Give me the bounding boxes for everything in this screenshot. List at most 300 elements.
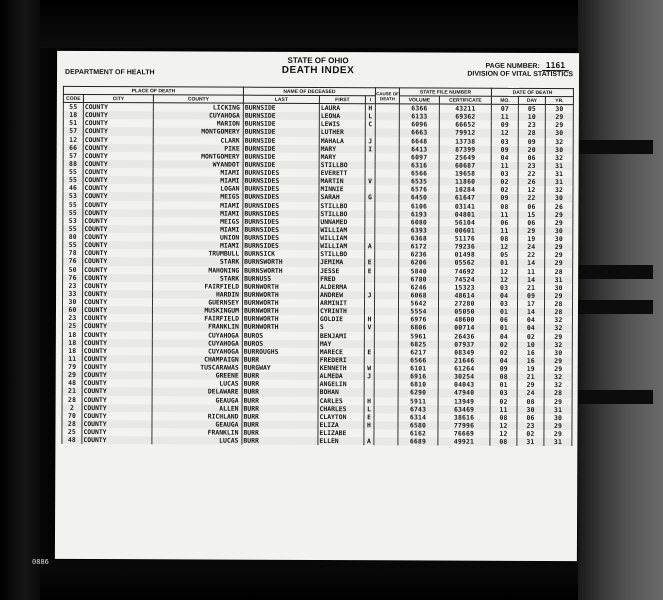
first-name-cell: STILLBO: [319, 202, 365, 210]
month-cell: 12: [491, 243, 518, 251]
volume-cell: 6743: [398, 405, 438, 413]
volume-cell: 6316: [399, 161, 439, 169]
county-cell: CUYAHOGA: [153, 111, 243, 120]
certificate-cell: 10284: [439, 186, 491, 194]
volume-cell: 6648: [399, 137, 439, 145]
initial-cell: A: [364, 437, 374, 445]
page-number: [485, 61, 569, 70]
first-name-cell: CYRINTH: [318, 307, 364, 315]
volume-cell: 6368: [399, 234, 439, 242]
day-cell: 16: [517, 357, 544, 365]
day-cell: 16: [517, 349, 544, 357]
volume-header: VOLUME: [399, 96, 439, 104]
code-cell: 29: [62, 371, 82, 379]
last-name-cell: BURNWORTH: [243, 282, 319, 290]
first-name-cell: UNNAMED: [319, 218, 365, 226]
county-cell: MEIGS: [153, 217, 243, 226]
year-cell: 31: [545, 170, 573, 178]
county-cell: MONTGOMERY: [153, 152, 243, 161]
code-cell: 78: [63, 249, 83, 257]
year-cell: 30: [545, 235, 573, 243]
month-header: MO.: [491, 96, 518, 104]
county-cell: LUCAS: [152, 436, 242, 445]
initial-cell: E: [365, 259, 375, 267]
certificate-cell: 25649: [439, 153, 491, 161]
volume-cell: 6916: [398, 372, 438, 380]
first-name-cell: ALDERMA: [319, 283, 365, 291]
year-cell: 28: [545, 308, 573, 316]
city-cell: COUNTY: [82, 387, 152, 395]
month-cell: 06: [491, 219, 518, 227]
initial-cell: [364, 356, 374, 364]
first-name-cell: MARY: [319, 153, 365, 161]
first-name-cell: ALMEDA: [318, 372, 364, 380]
last-name-cell: BURR: [242, 396, 318, 404]
volume-cell: 5642: [399, 299, 439, 307]
initial-cell: [364, 340, 374, 348]
volume-cell: 6101: [398, 364, 438, 372]
month-cell: 09: [491, 121, 518, 129]
month-cell: 02: [491, 178, 518, 186]
code-cell: 2: [62, 404, 82, 412]
initial-cell: [365, 218, 375, 226]
last-name-cell: BURNSIDE: [243, 103, 319, 112]
page-title: DEATH INDEX: [281, 64, 355, 77]
last-name-cell: BURR: [242, 388, 318, 396]
month-cell: 07: [491, 104, 518, 113]
month-cell: 12: [491, 275, 518, 283]
cause-cell: [375, 259, 399, 267]
day-cell: 23: [517, 422, 544, 430]
certificate-cell: 21646: [438, 356, 490, 364]
cause-cell: [375, 121, 399, 129]
city-cell: COUNTY: [82, 395, 152, 403]
cause-cell: [375, 112, 399, 120]
city-cell: COUNTY: [82, 330, 152, 338]
city-cell: COUNTY: [82, 404, 152, 412]
volume-cell: 6068: [399, 291, 439, 299]
cause-cell: [375, 145, 399, 153]
code-header: CODE: [63, 94, 83, 102]
first-name-cell: GOLDIE: [318, 315, 364, 323]
volume-cell: 6566: [398, 356, 438, 364]
code-cell: 48: [62, 379, 82, 387]
city-cell: COUNTY: [82, 339, 152, 347]
county-cell: FAIRFIELD: [152, 315, 242, 324]
year-cell: 29: [545, 211, 573, 219]
last-name-cell: BURR: [242, 421, 318, 429]
year-cell: 28: [545, 267, 573, 275]
cause-cell: [375, 234, 399, 242]
initial-cell: [364, 389, 374, 397]
year-cell: 29: [545, 243, 573, 251]
volume-cell: 6217: [398, 348, 438, 356]
code-cell: 53: [63, 217, 83, 225]
initial-cell: L: [365, 112, 375, 120]
cause-cell: [375, 283, 399, 291]
day-cell: 14: [518, 308, 545, 316]
city-cell: COUNTY: [82, 363, 152, 371]
city-cell: COUNTY: [83, 290, 153, 298]
volume-cell: 6172: [399, 242, 439, 250]
last-name-cell: BURNSIDES: [243, 185, 319, 193]
cause-cell: [374, 307, 398, 315]
county-cell: LUCAS: [152, 380, 242, 389]
state-label: STATE OF OHIO: [287, 55, 349, 66]
month-cell: 02: [490, 349, 517, 357]
day-cell: 22: [518, 170, 545, 178]
year-cell: 30: [545, 129, 573, 137]
page-header: [57, 51, 579, 85]
last-name-cell: BURNSWORTH: [243, 258, 319, 266]
city-cell: COUNTY: [82, 420, 152, 428]
county-cell: MIAMI: [153, 209, 243, 218]
county-cell: FRANKLIN: [152, 428, 242, 437]
code-cell: 55: [63, 241, 83, 249]
volume-cell: 6193: [399, 210, 439, 218]
city-cell: COUNTY: [83, 282, 153, 290]
group-place-header: PLACE OF DEATH: [63, 86, 243, 95]
month-cell: 09: [490, 365, 517, 373]
cause-header: CAUSE OF DEATH: [375, 88, 399, 104]
certificate-cell: 08349: [438, 348, 490, 356]
last-name-cell: BURNSIDES: [243, 193, 319, 201]
certificate-cell: 00714: [438, 324, 490, 332]
initial-cell: [365, 283, 375, 291]
death-index-page: [55, 51, 579, 561]
volume-cell: 6162: [398, 429, 438, 437]
city-cell: COUNTY: [83, 127, 153, 135]
film-border-left: [0, 0, 40, 600]
month-cell: 02: [491, 186, 518, 194]
day-cell: 14: [518, 259, 545, 267]
initial-cell: [365, 129, 375, 137]
city-cell: COUNTY: [82, 306, 152, 314]
city-cell: COUNTY: [83, 152, 153, 160]
initial-cell: J: [365, 291, 375, 299]
code-cell: 18: [62, 339, 82, 347]
day-cell: 17: [518, 300, 545, 308]
month-cell: 11: [491, 227, 518, 235]
day-cell: 06: [517, 414, 544, 422]
month-cell: 04: [490, 357, 517, 365]
cause-cell: [374, 381, 398, 389]
first-name-cell: JESSE: [319, 267, 365, 275]
month-cell: 11: [490, 405, 517, 413]
last-name-cell: BURNSIDE: [243, 128, 319, 136]
initial-cell: E: [365, 267, 375, 275]
year-cell: 31: [545, 178, 573, 186]
cause-cell: [374, 364, 398, 372]
volume-cell: 6825: [398, 340, 438, 348]
first-name-cell: MARTIN: [319, 177, 365, 185]
certificate-cell: 79236: [439, 243, 491, 251]
county-cell: ALLEN: [152, 404, 242, 413]
county-cell: MIAMI: [153, 225, 243, 234]
city-cell: COUNTY: [83, 225, 153, 233]
certificate-cell: 60687: [439, 161, 491, 169]
last-name-cell: BURR: [242, 356, 318, 364]
city-cell: COUNTY: [83, 160, 153, 168]
code-cell: 23: [63, 282, 83, 290]
county-cell: MONTGOMERY: [153, 128, 243, 137]
county-cell: MIAMI: [153, 201, 243, 210]
cause-cell: [375, 186, 399, 194]
volume-cell: 6206: [399, 259, 439, 267]
cause-cell: [374, 437, 398, 445]
year-cell: 29: [544, 422, 572, 430]
first-name-cell: FRED: [319, 275, 365, 283]
group-date-header: DATE OF DEATH: [491, 88, 573, 96]
year-cell: 30: [545, 284, 573, 292]
city-cell: COUNTY: [83, 265, 153, 273]
first-name-cell: STILLBO: [319, 161, 365, 169]
county-cell: HARDIN: [153, 290, 243, 299]
last-name-cell: BURNSIDE: [243, 161, 319, 169]
code-cell: 11: [62, 355, 82, 363]
county-cell: STARK: [153, 274, 243, 283]
volume-cell: 6976: [398, 316, 438, 324]
certificate-cell: 13949: [438, 397, 490, 405]
initial-cell: J: [365, 137, 375, 145]
city-cell: COUNTY: [83, 233, 153, 241]
certificate-cell: 74692: [439, 267, 491, 275]
last-name-cell: BURNWORTH: [242, 307, 318, 315]
last-name-cell: BURNSIDE: [243, 112, 319, 120]
cause-cell: [374, 324, 398, 332]
volume-cell: 6236: [399, 251, 439, 259]
division-label: DIVISION OF VITAL STATISTICS: [467, 70, 574, 79]
volume-cell: 6290: [398, 389, 438, 397]
code-cell: 66: [63, 144, 83, 152]
code-cell: 55: [63, 176, 83, 184]
certificate-cell: 47940: [438, 389, 490, 397]
volume-cell: 6314: [398, 413, 438, 421]
year-cell: 31: [545, 162, 573, 170]
county-cell: MAHONING: [153, 266, 243, 275]
certificate-cell: 26436: [438, 332, 490, 340]
first-name-cell: ELLEN: [318, 437, 364, 445]
last-name-cell: BURR: [242, 429, 318, 437]
initial-cell: [364, 332, 374, 340]
county-cell: PIKE: [153, 144, 243, 153]
initial-cell: [365, 250, 375, 258]
cause-cell: [374, 332, 398, 340]
day-cell: 10: [518, 113, 545, 121]
city-cell: COUNTY: [83, 119, 153, 127]
last-name-cell: BURNWORTH: [242, 323, 318, 331]
initial-cell: [365, 202, 375, 210]
year-cell: 32: [544, 373, 572, 381]
code-cell: 25: [62, 322, 82, 330]
code-cell: 76: [63, 257, 83, 265]
last-name-cell: BURNWORTH: [242, 315, 318, 323]
first-name-cell: CLAYTON: [318, 413, 364, 421]
code-cell: 18: [62, 347, 82, 355]
city-cell: COUNTY: [82, 412, 152, 420]
month-cell: 03: [490, 389, 517, 397]
code-cell: 46: [63, 184, 83, 192]
month-cell: 08: [490, 414, 517, 422]
county-cell: LOGAN: [153, 185, 243, 194]
first-name-cell: EVERETT: [319, 169, 365, 177]
county-cell: MUSKINGUM: [152, 306, 242, 315]
code-cell: 55: [63, 200, 83, 208]
code-cell: 48: [62, 436, 82, 444]
film-border-bottom: [0, 560, 663, 600]
cause-cell: [374, 429, 398, 437]
code-cell: 25: [62, 428, 82, 436]
year-cell: 29: [544, 332, 572, 340]
day-cell: 29: [517, 381, 544, 389]
month-cell: 03: [491, 300, 518, 308]
last-name-cell: BURNSIDE: [243, 136, 319, 144]
cause-cell: [375, 226, 399, 234]
volume-cell: 6246: [399, 283, 439, 291]
year-cell: 29: [545, 121, 573, 129]
film-border-top: [0, 0, 663, 48]
film-tab: [575, 390, 653, 404]
initial-cell: V: [365, 177, 375, 185]
cause-cell: [375, 267, 399, 275]
first-name-cell: BOHAN: [318, 388, 364, 396]
last-name-cell: BURNUSS: [243, 274, 319, 282]
initial-cell: A: [365, 242, 375, 250]
day-cell: 12: [518, 186, 545, 194]
last-name-cell: BURNSIDE: [243, 144, 319, 152]
film-tab: [575, 300, 653, 314]
code-cell: 76: [63, 274, 83, 282]
certificate-cell: 07937: [438, 340, 490, 348]
volume-cell: 5911: [398, 397, 438, 405]
first-name-cell: MAY: [318, 340, 364, 348]
month-cell: 08: [491, 235, 518, 243]
initial-cell: [364, 307, 374, 315]
first-name-cell: WILLIAM: [319, 242, 365, 250]
city-cell: COUNTY: [83, 144, 153, 152]
volume-cell: 6566: [399, 169, 439, 177]
initial-cell: [365, 185, 375, 193]
volume-cell: 6576: [399, 186, 439, 194]
month-cell: 12: [491, 267, 518, 275]
cause-cell: [375, 177, 399, 185]
first-name-cell: S: [318, 323, 364, 331]
day-cell: 23: [518, 162, 545, 170]
year-cell: 31: [544, 406, 572, 414]
county-cell: MIAMI: [153, 176, 243, 185]
volume-cell: 6366: [399, 104, 439, 113]
year-cell: 31: [545, 276, 573, 284]
month-cell: 08: [490, 373, 517, 381]
certificate-header: CERTIFICATE: [439, 96, 491, 104]
first-name-cell: STILLBO: [319, 250, 365, 258]
month-cell: 04: [491, 292, 518, 300]
month-cell: 06: [490, 316, 517, 324]
first-name-cell: ELIZA: [318, 421, 364, 429]
county-cell: DELAWARE: [152, 388, 242, 397]
certificate-cell: 76669: [438, 430, 490, 438]
volume-cell: 6097: [399, 153, 439, 161]
first-name-cell: KENNETH: [318, 364, 364, 372]
code-cell: 23: [62, 314, 82, 322]
year-cell: 30: [544, 414, 572, 422]
day-cell: 22: [518, 251, 545, 259]
month-cell: 09: [491, 145, 518, 153]
year-cell: 32: [544, 341, 572, 349]
cause-cell: [375, 194, 399, 202]
volume-cell: 6393: [399, 226, 439, 234]
certificate-cell: 79912: [439, 129, 491, 137]
day-cell: 19: [518, 235, 545, 243]
year-cell: 31: [544, 438, 572, 446]
cause-cell: [375, 161, 399, 169]
volume-cell: 6780: [399, 275, 439, 283]
certificate-cell: 51176: [439, 235, 491, 243]
volume-cell: 6133: [399, 112, 439, 120]
last-name-cell: BURNSIDES: [243, 201, 319, 209]
certificate-cell: 00601: [439, 226, 491, 234]
first-name-cell: SARAH: [319, 193, 365, 201]
last-name-cell: BURNWORTH: [243, 291, 319, 299]
day-header: DAY: [518, 96, 545, 104]
month-cell: 08: [490, 438, 517, 446]
code-cell: 88: [63, 160, 83, 168]
year-cell: 29: [545, 251, 573, 259]
county-cell: MIAMI: [153, 241, 243, 250]
city-cell: COUNTY: [82, 436, 152, 444]
year-cell: 28: [544, 389, 572, 397]
initial-cell: H: [364, 397, 374, 405]
year-cell: 32: [545, 154, 573, 162]
year-cell: 29: [545, 259, 573, 267]
code-cell: 18: [63, 111, 83, 119]
cause-cell: [374, 397, 398, 405]
cause-cell: [375, 275, 399, 283]
month-cell: 03: [491, 170, 518, 178]
last-name-cell: BURNSWORTH: [243, 266, 319, 274]
certificate-cell: 74524: [439, 275, 491, 283]
volume-cell: 6810: [398, 381, 438, 389]
initial-cell: G: [365, 194, 375, 202]
first-name-cell: JEMIMA: [319, 258, 365, 266]
day-cell: 09: [518, 137, 545, 145]
city-cell: COUNTY: [82, 355, 152, 363]
certificate-cell: 27280: [439, 300, 491, 308]
initial-cell: [365, 210, 375, 218]
cause-cell: [375, 299, 399, 307]
first-name-cell: LEONA: [319, 112, 365, 120]
volume-cell: 6580: [398, 421, 438, 429]
initial-cell: E: [364, 348, 374, 356]
initial-cell: [365, 161, 375, 169]
last-name-cell: BURGWAY: [242, 364, 318, 372]
last-name-cell: BURNWORTH: [242, 299, 318, 307]
county-cell: FRANKLIN: [152, 323, 242, 332]
first-header: FIRST: [319, 96, 365, 104]
cause-cell: [375, 137, 399, 145]
certificate-cell: 05050: [438, 308, 490, 316]
year-cell: 29: [544, 357, 572, 365]
certificate-cell: 66652: [439, 121, 491, 129]
year-cell: 30: [545, 227, 573, 235]
city-cell: COUNTY: [83, 111, 153, 119]
cause-cell: [375, 251, 399, 259]
city-cell: COUNTY: [83, 274, 153, 282]
day-cell: 10: [517, 340, 544, 348]
city-cell: COUNTY: [82, 379, 152, 387]
cause-cell: [375, 210, 399, 218]
city-cell: COUNTY: [83, 241, 153, 249]
